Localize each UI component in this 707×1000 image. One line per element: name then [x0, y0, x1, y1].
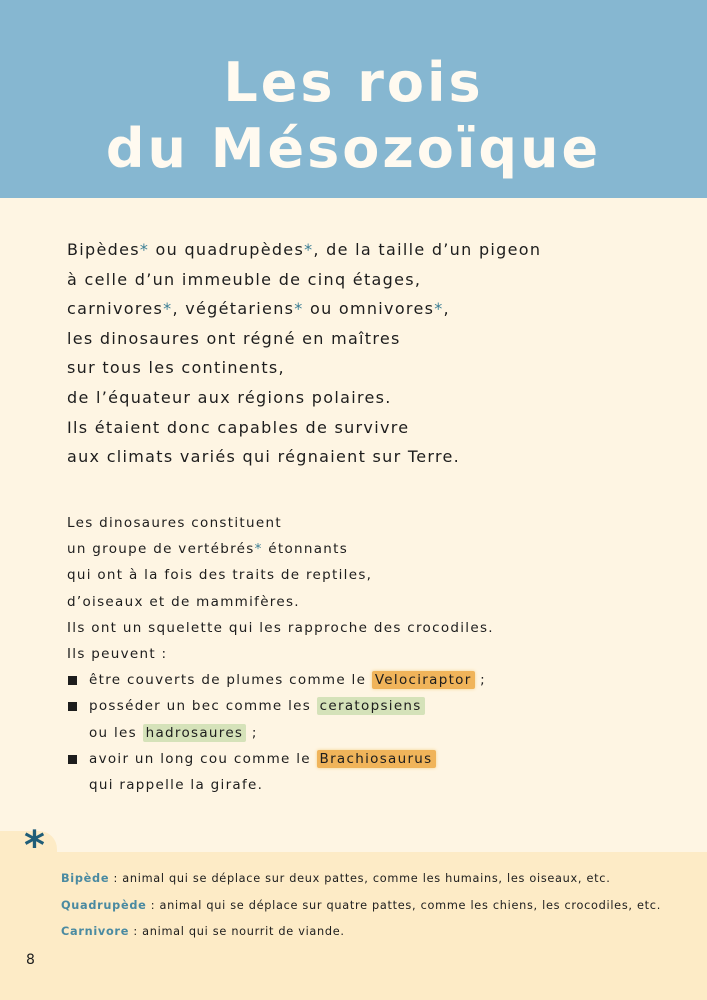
intro-line: aux climats variés qui régnaient sur Terre. — [67, 447, 461, 467]
page-title — [0, 50, 707, 182]
text: , végétariens — [172, 299, 295, 319]
asterisk-icon: * — [24, 823, 45, 869]
text: ou quadrupèdes — [149, 240, 305, 259]
highlight-hadrosaures: hadrosaures — [143, 724, 247, 742]
intro-line: de l’équateur aux régions polaires. — [67, 387, 392, 407]
title-line-1: Les rois — [223, 51, 484, 114]
text: ou les — [89, 724, 143, 741]
glossary-term: Bipède — [61, 872, 110, 885]
text: avoir un long cou comme le — [89, 750, 317, 767]
intro-line — [67, 235, 541, 265]
text: , de la taille d’un pigeon — [313, 240, 542, 259]
intro-line: les dinosaures ont régné en maîtres — [67, 328, 401, 348]
text: ; — [474, 672, 487, 689]
text: posséder un bec comme les — [89, 698, 317, 715]
body-line: Ils peuvent : — [67, 646, 168, 663]
title-line-2: du Mésozoïque — [105, 117, 602, 180]
text: ; — [246, 724, 258, 741]
body-line: Les dinosaures constituent — [67, 515, 282, 531]
text: un groupe de vertébrés — [67, 541, 255, 558]
glossary-term: Carnivore — [61, 925, 130, 938]
text: carnivores — [67, 299, 164, 319]
highlight-velociraptor: Velociraptor — [372, 671, 475, 689]
body-line: qui ont à la fois des traits de reptiles, — [67, 567, 373, 584]
glossary-definition: : animal qui se déplace sur deux pattes, comme les humains, les oiseaux, etc. — [109, 872, 611, 885]
intro-line — [67, 294, 541, 324]
bullet-continuation: qui rappelle la girafe. — [89, 777, 264, 794]
asterisk-icon: * — [304, 240, 314, 259]
bullet-item — [67, 746, 494, 772]
asterisk-icon: * — [434, 299, 444, 319]
glossary-list — [61, 866, 661, 946]
body-paragraph — [67, 510, 494, 798]
glossary-definition: : animal qui se nourrit de viande. — [129, 925, 345, 938]
intro-paragraph — [67, 235, 541, 472]
glossary-entry — [61, 866, 661, 893]
bullet-item — [67, 693, 494, 719]
asterisk-icon: * — [294, 299, 304, 319]
intro-line: sur tous les continents, — [67, 358, 285, 378]
asterisk-icon: * — [254, 541, 263, 558]
glossary-entry — [61, 893, 661, 920]
glossary-definition: : animal qui se déplace sur quatre pattes, comme les chiens, les crocodiles, etc. — [146, 898, 661, 912]
glossary-entry — [61, 919, 661, 946]
body-line — [67, 536, 494, 562]
body-line: Ils ont un squelette qui les rapproche des crocodiles. — [67, 619, 494, 636]
glossary-term: Quadrupède — [61, 898, 147, 912]
asterisk-icon: * — [139, 240, 150, 259]
page-number: 8 — [26, 952, 35, 968]
text: ou omnivores — [303, 299, 435, 319]
text: étonnants — [262, 541, 349, 558]
bullet-item — [67, 667, 494, 693]
asterisk-icon: * — [163, 299, 173, 319]
bullet-continuation — [67, 720, 494, 746]
highlight-brachiosaurus: Brachiosaurus — [317, 750, 436, 768]
text: , — [443, 299, 450, 319]
title-banner — [0, 0, 707, 198]
intro-line: Ils étaient donc capables de survivre — [67, 417, 410, 437]
body-line: d’oiseaux et de mammifères. — [67, 593, 300, 610]
highlight-ceratopsiens: ceratopsiens — [317, 697, 425, 715]
text: Bipèdes — [67, 240, 140, 259]
intro-line: à celle d’un immeuble de cinq étages, — [67, 269, 422, 289]
text: être couverts de plumes comme le — [89, 672, 372, 689]
